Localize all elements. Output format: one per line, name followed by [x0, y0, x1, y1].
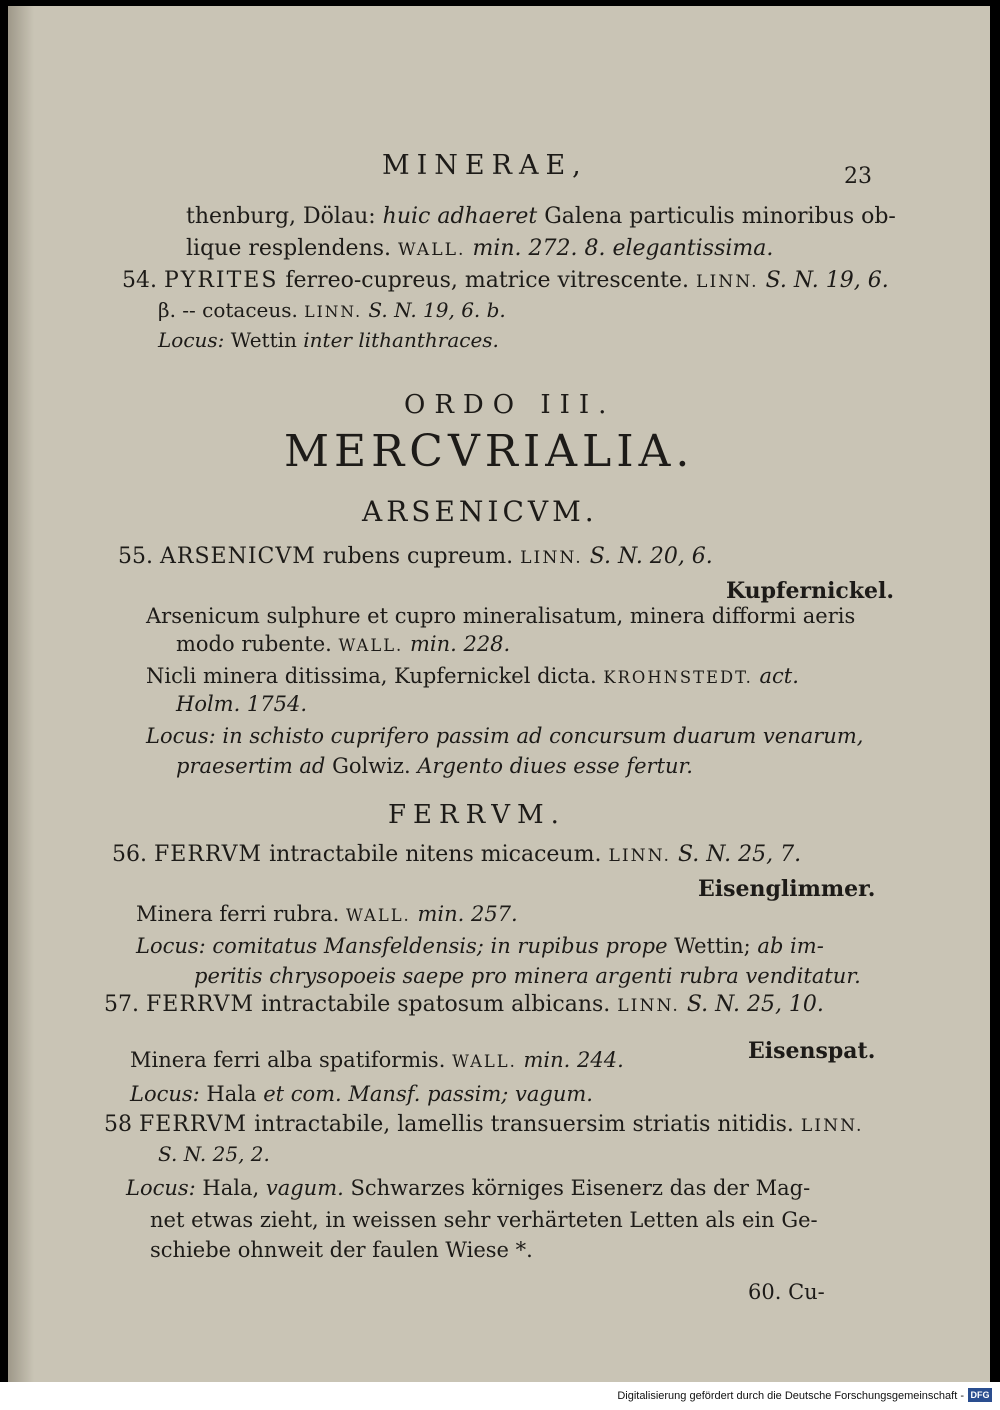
entry57-synonym: Minera ferri alba spatiformis. WALL. min. 244. [130, 1048, 624, 1072]
section-ferrum: FERRVM. [388, 800, 566, 830]
entry58-ref: S. N. 25, 2. [158, 1142, 270, 1166]
entry58-line1: 58 FERRVM intractabile, lamellis transuersim striatis nitidis. LINN. [104, 1112, 864, 1137]
entry54-line1: 54. PYRITES ferreo-cupreus, matrice vitrescente. LINN. S. N. 19, 6. [122, 268, 889, 293]
footer-text: Digitalisierung gefördert durch die Deutsche Forschungsgemeinschaft - [617, 1390, 964, 1402]
entry55-german: Kupfernickel. [726, 578, 895, 604]
entry56-german: Eisenglimmer. [698, 876, 876, 902]
entry56-line1: 56. FERRVM intractabile nitens micaceum. LINN. S. N. 25, 7. [112, 842, 802, 867]
ordo-label: ORDO III. [404, 390, 616, 420]
entry55-line1: 55. ARSENICVM rubens cupreum. LINN. S. N. 20, 6. [118, 544, 713, 569]
digitization-footer [0, 1382, 1000, 1410]
book-page [8, 6, 990, 1382]
entry57-line1: 57. FERRVM intractabile spatosum albicans. LINN. S. N. 25, 10. [104, 992, 824, 1017]
entry55-syn1-line1: Arsenicum sulphure et cupro mineralisatum, minera difformi aeris [146, 604, 856, 628]
entry54-locus: Locus: Wettin inter lithanthraces. [158, 328, 499, 352]
entry53-line2: lique resplendens. WALL. min. 272. 8. elegantissima. [186, 236, 774, 261]
catchword: 60. Cu- [748, 1280, 825, 1304]
entry55-locus-line2: praesertim ad Golwiz. Argento diues esse fertur. [176, 754, 693, 778]
entry57-locus: Locus: Hala et com. Mansf. passim; vagum. [130, 1082, 593, 1106]
entry56-synonym: Minera ferri rubra. WALL. min. 257. [136, 902, 518, 926]
entry53-line1: thenburg, Dölau: huic adhaeret Galena particulis minoribus ob- [186, 204, 896, 229]
entry56-locus-line2: peritis chrysopoeis saepe pro minera argenti rubra venditatur. [194, 964, 861, 988]
entry58-locus-line1: Locus: Hala, vagum. Schwarzes körniges Eisenerz das der Mag- [126, 1176, 811, 1200]
entry57-german: Eisenspat. [748, 1038, 876, 1064]
entry55-locus-line1: Locus: in schisto cuprifero passim ad concursum duarum venarum, [146, 724, 864, 748]
dfg-logo: DFG [968, 1388, 992, 1402]
page-number: 23 [844, 164, 872, 189]
ordo-title: MERCVRIALIA. [284, 426, 695, 477]
section-arsenicum: ARSENICVM. [362, 495, 598, 528]
entry55-syn2-line2: Holm. 1754. [176, 692, 308, 716]
entry55-syn2-line1: Nicli minera ditissima, Kupfernickel dicta. KROHNSTEDT. act. [146, 664, 799, 688]
entry58-line2: net etwas zieht, in weissen sehr verhärteten Letten als ein Ge- [150, 1208, 818, 1232]
entry55-syn1-line2: modo rubente. WALL. min. 228. [176, 632, 511, 656]
entry58-line3: schiebe ohnweit der faulen Wiese *. [150, 1238, 533, 1262]
entry56-locus-line1: Locus: comitatus Mansfeldensis; in rupibus prope Wettin; ab im- [136, 934, 824, 958]
entry54-line2: β. -- cotaceus. LINN. S. N. 19, 6. b. [158, 298, 506, 322]
running-title: MINERAE, [382, 150, 588, 181]
